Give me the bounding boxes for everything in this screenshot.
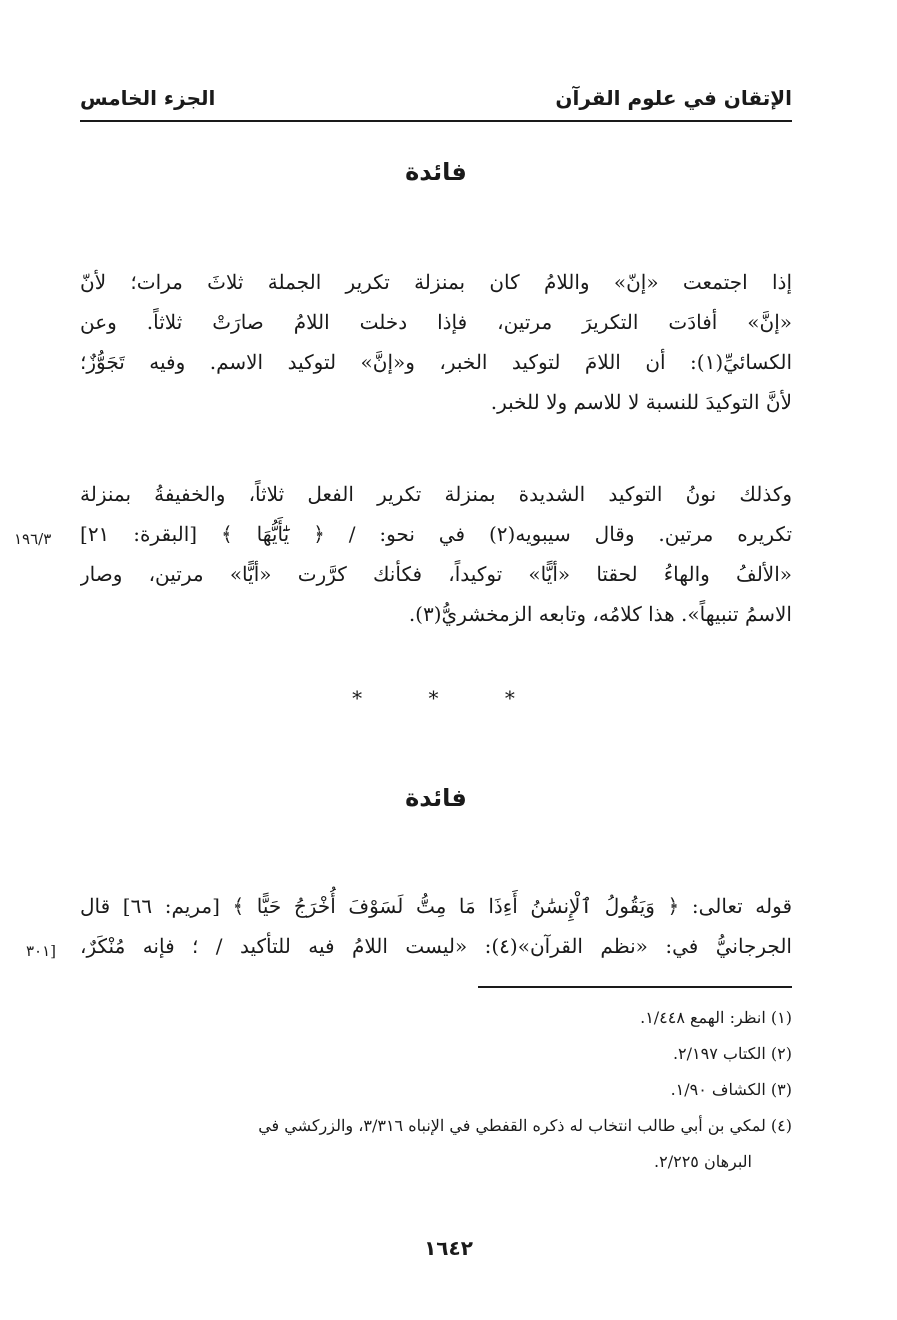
section-title: فائدة	[405, 158, 467, 186]
paragraph	[80, 262, 792, 422]
margin-reference: [٣٠١	[26, 942, 57, 960]
text-line: قوله تعالى: ﴿ وَيَقُولُ ٱلْإِنسَٰنُ أَءِذَا مَا مِتُّ لَسَوْفَ أُخْرَجُ حَيًّا ﴾ [مريم: ٦٦] قال	[80, 894, 792, 918]
text-line: «الألفُ والهاءُ لحقتا «أيًّا» توكيداً، فكأنك كرَّرت «أيًّا» مرتين، وصار	[80, 562, 792, 586]
footnote-divider	[478, 986, 792, 988]
text-line: الكسائيِّ(١): أن اللامَ لتوكيد الخبر، و«إنَّ» لتوكيد الاسم. وفيه تَجَوُّزٌ؛	[80, 350, 792, 374]
footnote: (٤) لمكي بن أبي طالب انتخاب له ذكره القفطي في الإنباه ٣/٣١٦، والزركشي في	[258, 1116, 792, 1135]
text-line: لأنَّ التوكيدَ للنسبة لا للاسم ولا للخبر.	[490, 390, 792, 414]
section-separator: * * *	[352, 686, 545, 710]
text-line: وكذلك نونُ التوكيد الشديدة بمنزلة تكرير الفعل ثلاثاً، والخفيفةُ بمنزلة	[80, 482, 792, 506]
book-title: الإتقان في علوم القرآن	[555, 86, 792, 110]
paragraph	[80, 886, 792, 966]
footnotes	[80, 1000, 792, 1180]
footnote: (٣) الكشاف ١/٩٠.	[670, 1080, 792, 1099]
paragraph	[80, 474, 792, 634]
footnote: (٢) الكتاب ٢/١٩٧.	[672, 1044, 792, 1063]
footnote-continuation: البرهان ٢/٢٢٥.	[654, 1152, 752, 1171]
margin-reference: ١٩٦/٣	[14, 530, 52, 548]
text-line: «إنَّ» أفادَت التكريرَ مرتين، فإذا دخلت اللامُ صارَتْ ثلاثاً. وعن	[80, 310, 792, 334]
text-line: إذا اجتمعت «إنّ» واللامُ كان بمنزلة تكرير الجملة ثلاثَ مرات؛ لأنّ	[80, 270, 792, 294]
volume-label: الجزء الخامس	[80, 86, 216, 110]
footnote: (١) انظر: الهمع ١/٤٤٨.	[640, 1008, 792, 1027]
page-number: ١٦٤٢	[424, 1236, 473, 1260]
text-line: الجرجانيُّ في: «نظم القرآن»(٤): «ليست اللامُ فيه للتأكيد / ؛ فإنه مُنْكَرٌ،	[80, 934, 792, 958]
text-line: تكريره مرتين. وقال سيبويه(٢) في نحو: / ﴿ يَٰٓأَيُّهَا ﴾ [البقرة: ٢١]	[80, 522, 792, 546]
running-header	[80, 76, 792, 122]
text-line: الاسمُ تنبيهاً». هذا كلامُه، وتابعه الزمخشريُّ(٣).	[408, 602, 792, 626]
section-title: فائدة	[405, 784, 467, 812]
